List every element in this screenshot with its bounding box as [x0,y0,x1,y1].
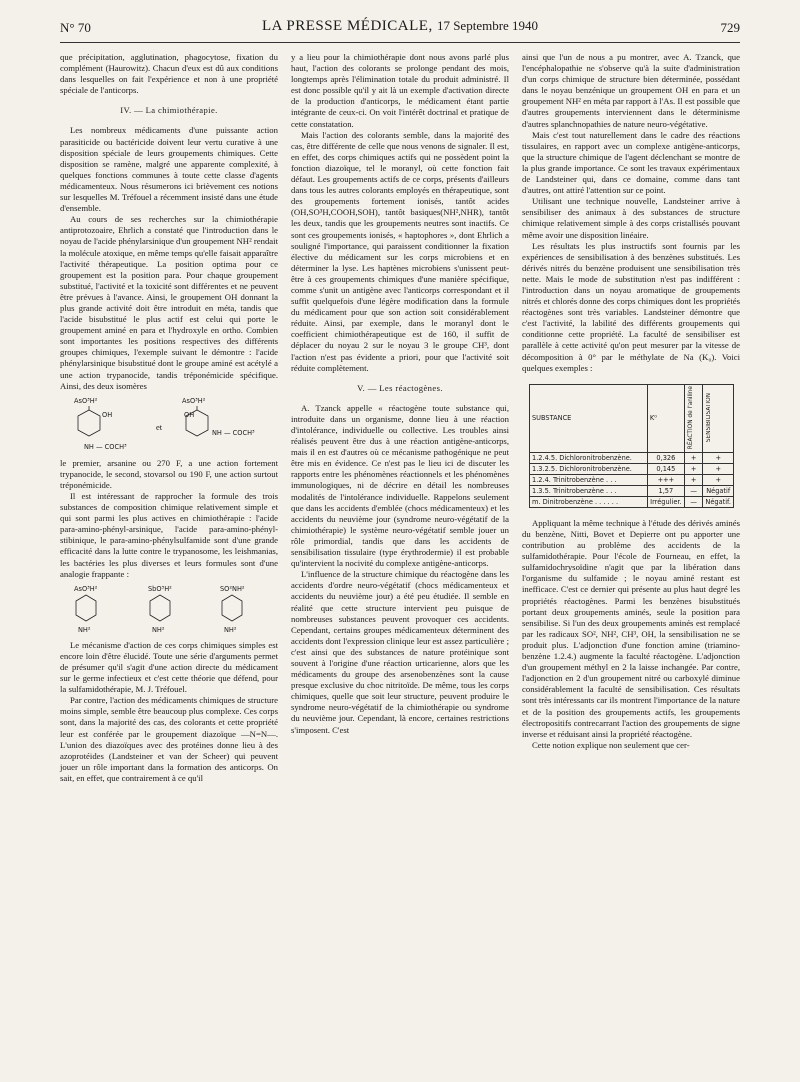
analogy-formulas [60,584,278,636]
formula-label: AsO³H² [74,584,98,593]
issue-date: 17 Septembre 1940 [436,18,539,33]
section-heading-chimiotherapie: IV. — La chimiothérapie. [120,105,218,116]
table-cell: 1.2.4. Trinitrobenzène . . . [530,474,648,485]
table-header [684,384,703,452]
formula-label: SO²NH² [220,584,245,593]
page-header [60,18,740,38]
formula-label: AsO³H² [182,396,206,405]
table-cell: Négatif. [703,496,734,507]
table-cell: + [703,463,734,474]
table-cell: — [684,485,703,496]
table-cell: + [703,474,734,485]
paragraph: Les résultats les plus instructifs sont fournis par les expériences de sensibilisation à des benzènes substitués. Les dérivés nitrés du benzène produisent une sensibilisation très nette. Mais le mode de substitution n'est pas indifférent : l'introduction dans un noyau aromatique de groupements nitrés et chlorés donne des corps chimiques dont les propriétés réactogènes sont très variables. Landsteiner démontre que c'est l'activité, la labilité des différents groupements qui conditionne cette propriété. La faculté de sensibiliser est parallèle à cette activité qu'on peut mesurer par la vitesse de décomposition à 0° par le méthylate de Na (K₀). Voici quelques exemples : [522,240,740,373]
table-header-label: SENSIBILISATION [706,392,713,442]
formula-label: NH — COCH³ [212,428,255,437]
header-rule [60,42,740,43]
journal-name: LA PRESSE MÉDICALE, [261,18,433,34]
paragraph: ainsi que l'un de nous a pu montrer, avec A. Tzanck, que l'encéphalopathie ne s'observe qu'à la suite d'administration d'un corps chimique de structure bien déterminée, possédant dans le noyau benzénique un groupement OH en para et un groupement NH² en méta par rapport à l'As. Il est possible que d'autres groupements interviennent dans le déterminisme d'autres splanchnopathies de nature neuro-végétative. [522,52,740,129]
table-header: K⁰ [647,384,684,452]
formula-label: OH [184,410,195,419]
isomer-formulas [60,396,278,454]
table-cell: 1,57 [647,485,684,496]
table-cell: Irrégulier. [647,496,684,507]
table-header-row [530,384,734,452]
paragraph: Utilisant une technique nouvelle, Landsteiner arrive à sensibiliser des animaux à des substances de structure chimique relativement simple à des corps cristallisés pouvant même avoir une disposition linéaire. [522,196,740,240]
column-1 [60,52,278,784]
formula-label: NH — COCH³ [84,442,127,451]
benzene-ring-icon [148,593,172,625]
table-cell: 1.2.4.5. Dichloronitrobenzène. [530,452,648,463]
paragraph: Appliquant la même technique à l'étude des dérivés aminés du benzène, Nitti, Bovet et Depierre ont pu apporter une contribution au problème des accidents de la sulfamidothérapie. Pour l'école de Fourneau, en effet, la sulfamidochrysoïdine n'agit que par la libération dans l'organisme du sulfamide ; le noyau aminé restant est inefficace. C'est ce dernier qui présente au plus haut degré les propriétés réactogènes. Parmi les benzènes bisubstitués portant deux groupements aminés, seule la position para sensibilise. Si l'un des deux groupements aminés est remplacé par les radicaux SO², NH², CH³, OH, la sensibilisation ne se produit plus. L'adjonction d'une fonction amine (triamino-benzène 1.2.4.) augmente la faculté réactogène. L'adjonction d'un groupement méthyl en 2 la laisse inchangée. Par contre, l'adjonction en 2 d'un groupement nitré ou carboxylé diminue considérablement la faculté de sensibilisation. Ces résultats sont très intéressants car ils montrent l'importance de la nature et de la position des groupements actifs, les groupements électropositifs contrecarrant l'action des groupements de signe inverse et réduisant ainsi la propriété réactogène. [522,517,740,739]
section-heading-reactogenes: V. — Les réactogènes. [357,382,443,393]
benzene-ring-icon [220,593,244,625]
table-row [530,496,734,507]
formula-label: NH² [78,625,91,634]
formula-label: NH² [152,625,165,634]
paragraph: Le mécanisme d'action de ces corps chimiques simples est encore loin d'être élucidé. Toute une série d'arguments permet de présumer qu'il s'agit d'une action directe du médicament sur le germe infectieux et c'est cette théorie que défend, pour la sulfamidothérapie, M. J. Tréfouel. [60,639,278,695]
table-cell: 1.3.2.5. Dichloronitrobenzène. [530,463,648,474]
benzene-ring-icon [76,406,102,440]
journal-title [60,18,740,35]
paragraph: le premier, arsanine ou 270 F, a une action fortement trypanocide, le second, stovarsol ou 190 F, une action surtout tréponémicide. [60,457,278,490]
benzene-ring-icon [74,593,98,625]
formula-label: SbO³H² [148,584,172,593]
sensibilisation-table [529,384,734,508]
table-row [530,474,734,485]
table-row [530,463,734,474]
formula-conjunction: et [156,421,163,432]
formula-label: AsO³H² [74,396,98,405]
paragraph: Les nombreux médicaments d'une puissante action parasiticide ou bactéricide doivent leur vertu curative à une disposition spéciale de leurs groupements chimiques. Cette disposition se ramène, malgré une apparente complexité, à quelques fonctions communes à toute cette classe d'agents médicamenteux. Nous résumerons ici brièvement ces notions sur lesquelles M. Tréfouel a récemment insisté dans une étude d'ensemble. [60,125,278,214]
paragraph: que précipitation, agglutination, phagocytose, fixation du complément (Haurowitz). Chacun d'eux est dû aux conditions dans lesquelles on fait l'expérience et non à une propriété spéciale de l'anticorps. [60,52,278,96]
paragraph: Il est intéressant de rapprocher la formule des trois substances de composition chimique relativement simple et qui sont parmi les plus actives en chimiothérapie : l'acide para-amino-phényl-arsinique, l'acide para-amino-phényl-stibinique, le para-amino-phénylsulfamide sont d'une grande efficacité dans la lutte contre le trypanosome, les leishmanias, les bactéries les plus diverses et leurs formules sont d'une analogie frappante : [60,491,278,579]
paragraph: Au cours de ses recherches sur la chimiothérapie antiprotozoaire, Ehrlich a constaté que l'introduction dans le noyau de l'acide phénylarsinique d'un groupement NH² rendait la molécule atoxique, en même temps qu'elle faisait apparaître l'activité thérapeutique. La position optima pour ce groupement est la position para. Pour chaque groupement substitué, l'activité et la toxicité sont différentes et ne peuvent être prévues à l'avance. Ainsi, le groupement OH donnant la plus grande activité doit être introduit en méta, tandis que l'acide bisubstitué le plus actif est celui qui porte le groupement aminé en para et l'hydroxyle en ortho. Combien sont importantes les positions respectives des différents groupes chimiques, l'exemple suivant le démontre : l'acide phénylarsinique bisubstitué dont le groupe aminé est acétylé a une action trypanocide, tandis tréponémicide spécifique. Ainsi, des deux isomères [60,214,278,391]
paragraph: A. Tzanck appelle « réactogène toute substance qui, introduite dans un organisme, donne lieu à une réaction d'intolérance, individuelle ou collective. Les troubles ainsi réalisés peuvent être dus à une réaction antigène-anticorps, mais il en est d'autres où ce mécanisme pathogénique ne peut être mis en évidence. Ce n'est pas le lieu ici de discuter les rapports entre les phénomènes réactionnels et les phénomènes immunologiques, ni de décrire en détail les nombreuses modalités de l'intolérance individuelle. Rappelons seulement que dans les accidents d'emblée (chocs médicamenteux) et les accidents du neuvième jour (syndrome neuro-végétatif de la chimiothérapie) le système neuro-végétatif semble jouer un rôle primordial, tandis que dans les accidents de sensibilisation tissulaire (type érythrodermie) il est probable qu'intervient la nocivité du complexe antigène-anticorps. [291,402,509,569]
paragraph: Mais c'est tout naturellement dans le cadre des réactions tissulaires, en rapport avec un complexe antigène-anticorps, que la structure chimique de l'agent déclenchant se montre de la plus grande importance. Ce sont les travaux expérimentaux de Landsteiner qui, dans ce domaine, comme dans tant d'autres, ont attiré l'attention sur ce point. [522,129,740,196]
page-number: 729 [720,20,740,35]
table-header-label: RÉACTION de l'aniline [687,385,694,449]
table-row [530,485,734,496]
table-cell: +++ [647,474,684,485]
table-cell: + [684,463,703,474]
paragraph: L'influence de la structure chimique du réactogène dans les accidents d'ordre neuro-végétatif (chocs médicamenteux et accidents du neuvième jour) a été peu étudiée. Il semble en réalité que cette structure intervient peu puisque de nombreuses substances peuvent provoquer ces accidents. Cependant, certains groupes médicamenteux déterminent des accidents dont l'expression clinique leur est assez particulière ; c'est ainsi que des substances de nature protéinique sont souvent à l'origine d'une réaction urticarienne, alors que les médicaments du groupe des arsenobenzènes sont la cause presque exclusive du choc nitritoïde. De même, tous les corps chimiques, quelle que soit leur structure, peuvent produire le syndrome neuro-végétatif de la chimiothérapie ou syndrome du neuvième jour. Cependant, là encore, certaines restrictions s'imposent. C'est [291,569,509,735]
formula-label: NH² [224,625,237,634]
table-header: SUBSTANCE [530,384,648,452]
table-cell: m. Dinitrobenzène . . . . . . [530,496,648,507]
table-row [530,452,734,463]
paragraph: Cette notion explique non seulement que cer- [532,739,690,750]
table-cell: + [703,452,734,463]
paragraph: y a lieu pour la chimiothérapie dont nous avons parlé plus haut, l'action des colorants se prolonge pendant des mois, longtemps après l'élimination totale du produit administré. Il est donc possible qu'il y ait là un exemple d'activation directe de la production d'anticorps, le médicament étant partie intégrante de ceux-ci. On voit l'intérêt doctrinal et pratique de cette constatation. [291,52,509,129]
column-2 [291,52,509,736]
table-cell: 0,326 [647,452,684,463]
formula-label: OH [102,410,113,419]
table-cell: 1.3.5. Trinitrobenzène . . . [530,485,648,496]
issue-number: N° 70 [60,20,91,35]
table-cell: + [684,474,703,485]
table-header [703,384,734,452]
paragraph: Mais l'action des colorants semble, dans la majorité des cas, être différente de celle que nous venons de signaler. Il est, en effet, des corps chimiques actifs qui ne possèdent point la fonction diazoïque, tel le moranyl, où cette fonction fait défaut. Les groupements actifs de ce corps, présents d'ailleurs dans tous les autres colorants employés en thérapeutique, sont des groupements fortement ionisés, tantôt acides (OH,SO³H,COOH,SOH), tantôt basiques(NH²,NHR), tantôt les deux, tandis que les groupements neutres sont inactifs. Ce sont ces groupements ionisés, « haptophores », dont Ehrlich a souligné l'importance, qui paraissent conditionner la fixation élective du médicament sur les corps microbiens et en déterminer la lyse. Les haptènes microbiens s'unissent peut-être à ces groupements chimiques d'une manière spécifique, comme s'unit un antigène avec l'anticorps correspondant et il suffit quelquefois d'une légère modification dans la formule du médicament pour que son action soit considérablement réduite. Ainsi, par exemple, dans le moranyl dont le coefficient chimiothérapeutique est de 160, il suffit de déplacer du noyau 2 sur le noyau 3 le groupe CH³, dont l'action n'est pas évidente a priori, pour que l'activité soit réduite complètement. [291,129,509,373]
column-3 [522,52,740,751]
table-cell: Négatif [703,485,734,496]
table-cell: — [684,496,703,507]
paragraph: Par contre, l'action des médicaments chimiques de structure moins simple, semble être beaucoup plus complexe. Ces corps sont, dans la majorité des cas, des colorants et cette propriété leur est conférée par le groupement diazoïque —N=N—. L'union des diazoïques avec des protéines donne lieu à des azoprotéides (Landsteiner et van der Scheer) qui peuvent jouer un rôle important dans la formation des anticorps. On sait, en effet, que contrairement à ce qu'il [60,695,278,783]
table-cell: + [684,452,703,463]
table-cell: 0,145 [647,463,684,474]
